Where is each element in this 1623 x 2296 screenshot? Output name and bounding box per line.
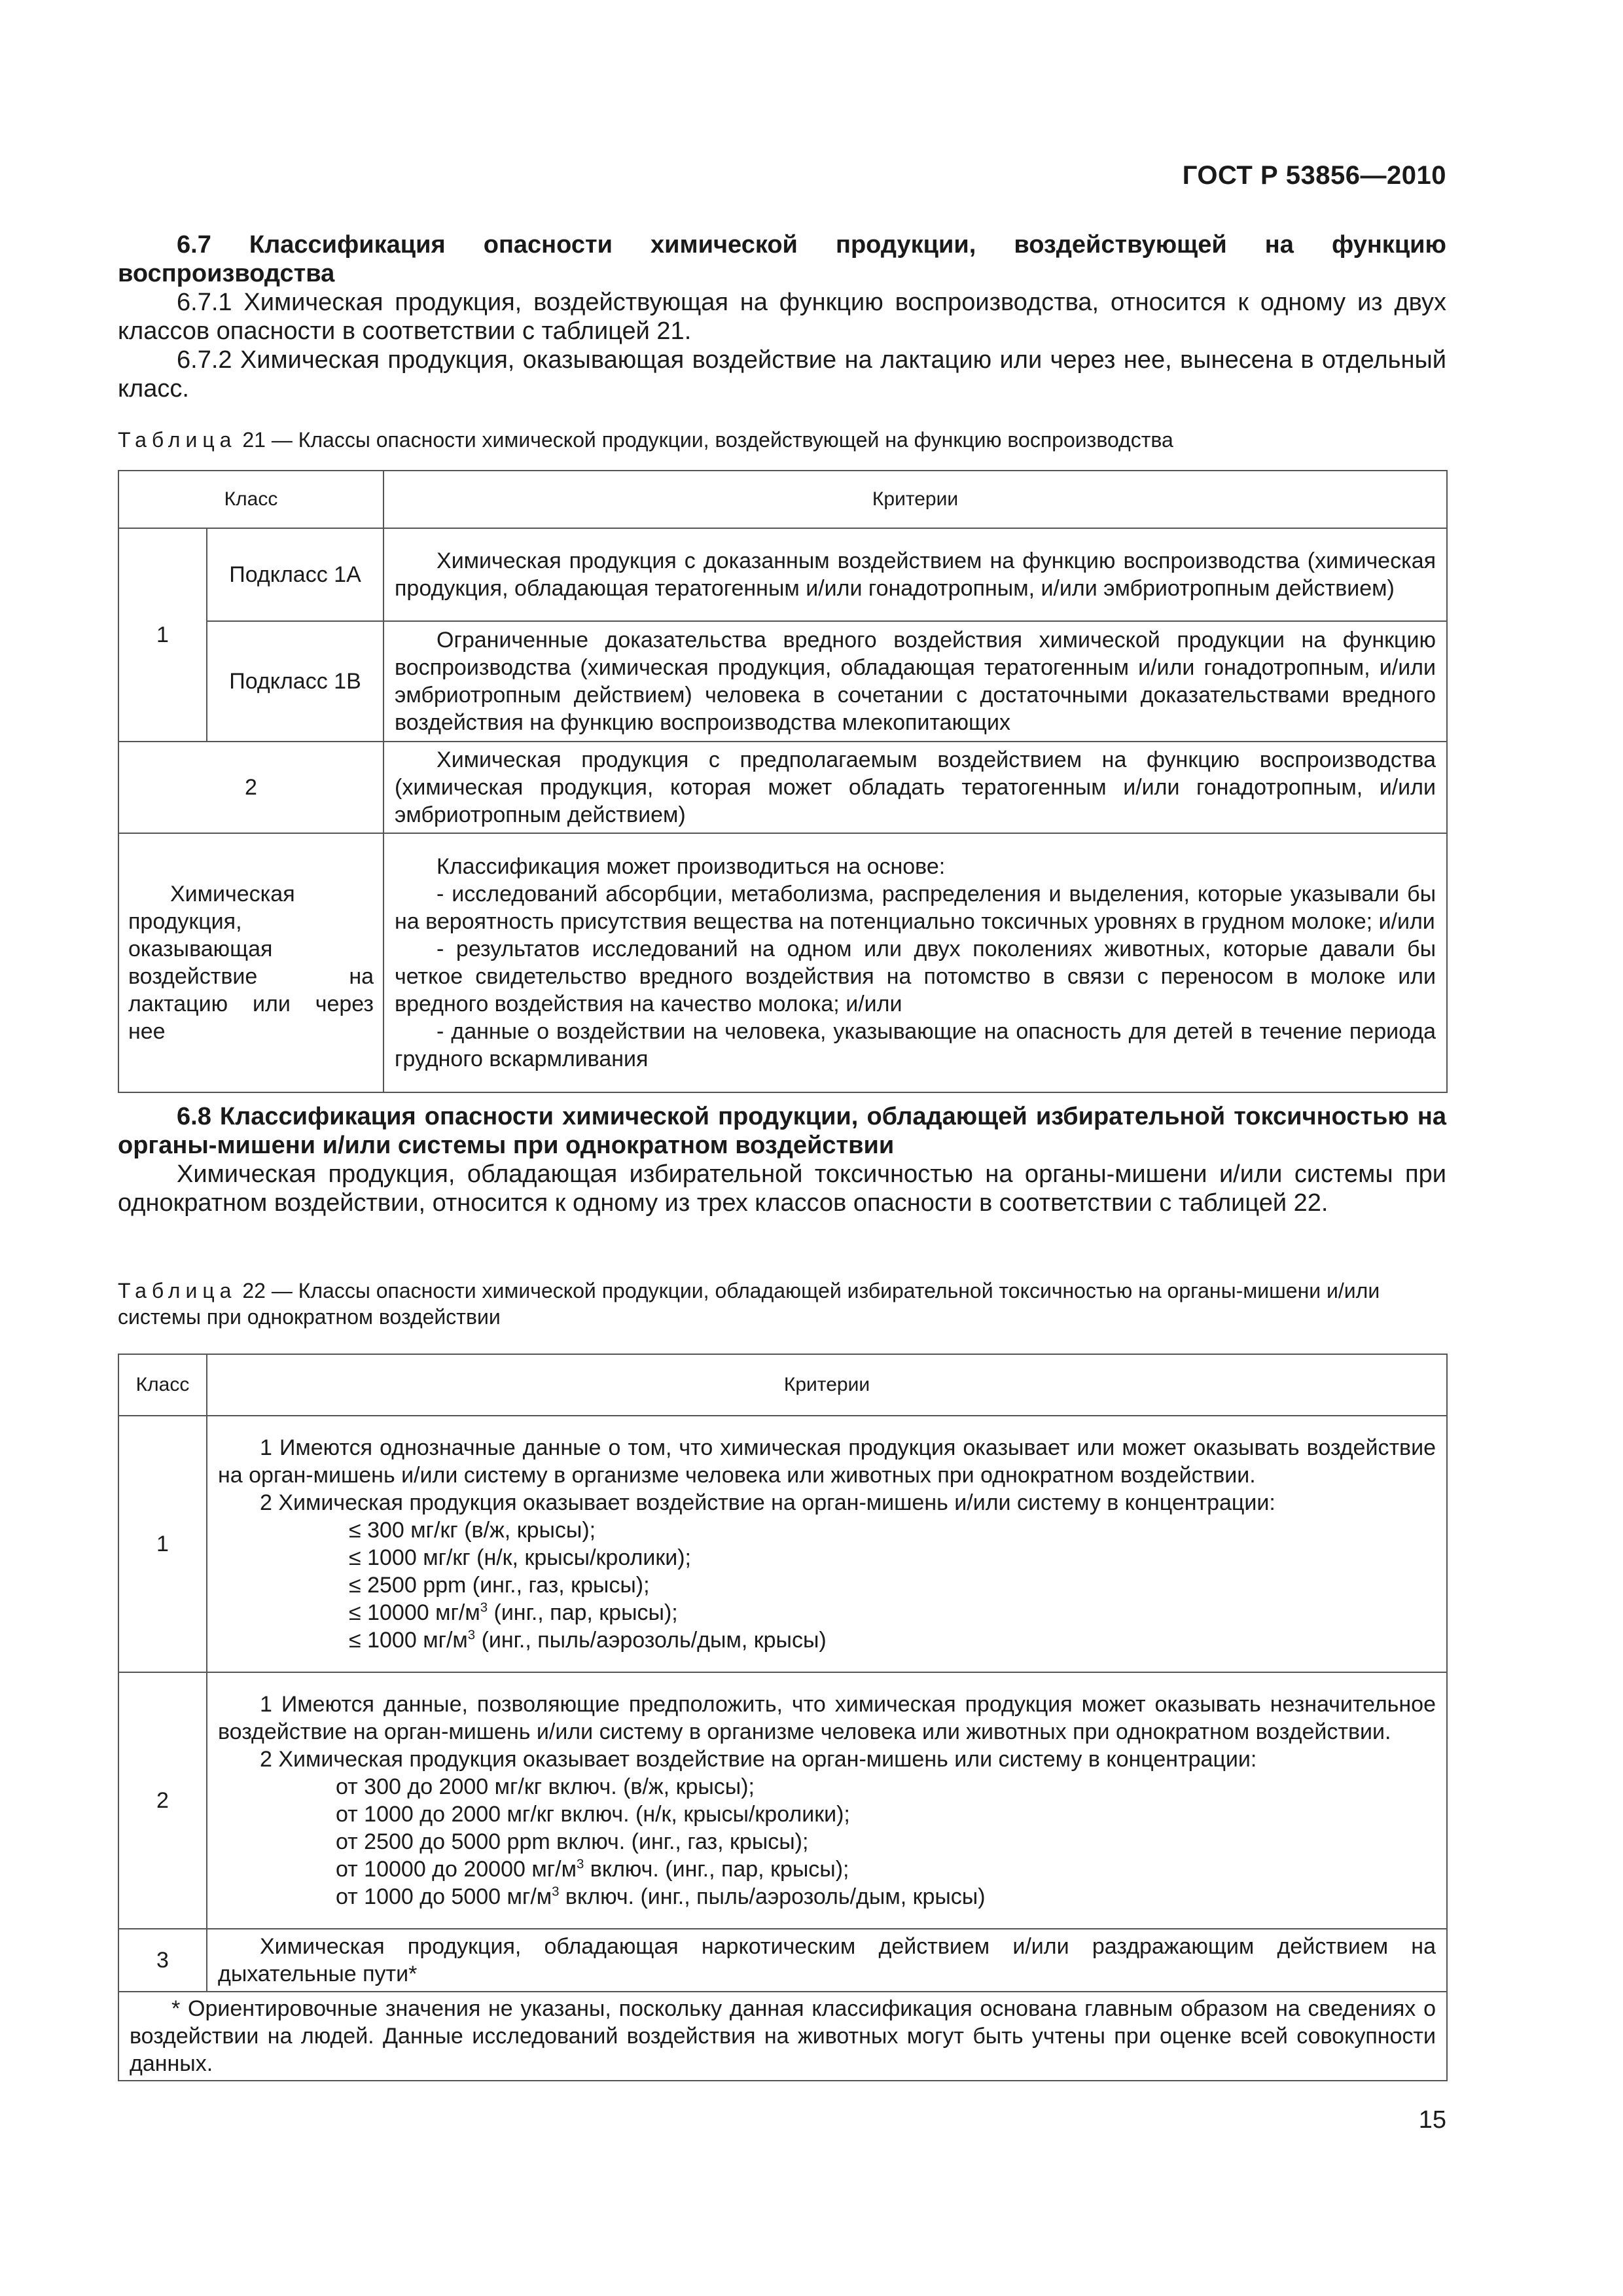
criteria-cell: Химическая продукция с предполагаемым воздействием на функцию воспроизводства (химическая продукция, которая может обладать тератогенным и/или гонадотропным, и/или эмбриотропным действием) — [383, 742, 1447, 833]
table-21-caption — [118, 427, 1446, 453]
document-id: ГОСТ Р 53856—2010 — [1182, 161, 1446, 190]
class-cell: 2 — [118, 742, 383, 833]
threshold-value: от 1000 до 2000 мг/кг включ. (н/к, крысы/кролики); — [336, 1802, 850, 1827]
class-cell: 1 — [118, 528, 207, 742]
section-6-7 — [118, 230, 1446, 403]
class-cell: 2 — [118, 1672, 207, 1929]
criteria-item: - результатов исследований на одном или двух поколениях животных, которые давали бы четкое свидетельство вредного воздействия на потомство в связи с переносом в молоке или вредного воздействия на качество молока; и/или — [395, 937, 1436, 1016]
criteria-paragraph: 1 Имеются данные, позволяющие предположить, что химическая продукция может оказывать незначительное воздействие на орган-мишень и/или систему в организме человека или животных при однократном воздействии. — [218, 1692, 1436, 1744]
caption-prefix: Таблица — [118, 1279, 237, 1302]
table-footnote: * Ориентировочные значения не указаны, поскольку данная классификация основана главным образом на сведениях о воздействии на людей. Данные исследований воздействия на животных могут быть учтены при оценке всей совокупности данных. — [118, 1992, 1447, 2081]
threshold-value: от 1000 до 5000 $мг/м^3$ включ. (инг., пыль/аэрозоль/дым, крысы) — [336, 1884, 986, 1909]
section-6-8 — [118, 1102, 1446, 1217]
threshold-value: от 300 до 2000 мг/кг включ. (в/ж, крысы); — [336, 1774, 755, 1799]
paragraph: Химическая продукция, обладающая избирательной токсичностью на органы-мишени и/или системы при однократном воздействии, относится к одному из трех классов опасности в соответствии с таблицей 22. — [118, 1160, 1446, 1217]
criteria-item: - исследований абсорбции, метаболизма, распределения и выделения, которые указывали бы на вероятность присутствия вещества на потенциально токсичных уровнях в грудном молоке; и/или — [395, 882, 1436, 934]
table-22 — [118, 1354, 1446, 2081]
criteria-item: - данные о воздействии на человека, указывающие на опасность для детей в течение периода грудного вскармливания — [395, 1019, 1436, 1071]
threshold-value: от 2500 до 5000 ppm включ. (инг., газ, крысы); — [336, 1829, 809, 1854]
caption-text: 21 — Классы опасности химической продукции, воздействующей на функцию воспроизводства — [236, 428, 1173, 452]
threshold-value: ≤ 10000 $мг/м^3$ (инг., пар, крысы); — [349, 1600, 678, 1625]
section-heading: 6.7 Классификация опасности химической продукции, воздействующей на функцию воспроизводства — [118, 231, 1446, 287]
criteria-cell: Химическая продукция с доказанным воздействием на функцию воспроизводства (химическая продукция, обладающая тератогенным и/или гонадотропным, и/или эмбриотропным действием) — [383, 528, 1447, 621]
criteria-paragraph: 1 Имеются однозначные данные о том, что химическая продукция оказывает или может оказывать воздействие на орган-мишень и/или систему в организме человека или животных при однократном воздействии. — [218, 1435, 1436, 1488]
threshold-value: ≤ 2500 ppm (инг., газ, крысы); — [349, 1573, 650, 1598]
section-heading: 6.8 Классификация опасности химической продукции, обладающей избирательной токсичностью на органы-мишени и/или системы при однократном воздействии — [118, 1103, 1446, 1159]
criteria-paragraph: 2 Химическая продукция оказывает воздействие на орган-мишень или систему в концентрации: — [260, 1747, 1257, 1772]
caption-text: 22 — Классы опасности химической продукции, обладающей избирательной токсичностью на органы-мишени и/или системы при однократном воздействии — [118, 1279, 1380, 1329]
criteria-cell — [383, 833, 1447, 1092]
table-21 — [118, 470, 1446, 1093]
criteria-cell — [207, 1416, 1447, 1672]
column-header-class: Класс — [118, 471, 383, 528]
subclass-cell: Подкласс 1А — [207, 528, 383, 621]
column-header-class: Класс — [118, 1354, 207, 1416]
criteria-intro: Классификация может производиться на основе: — [437, 854, 946, 879]
criteria-cell — [207, 1672, 1447, 1929]
threshold-value: ≤ 1000 мг/кг (н/к, крысы/кролики); — [349, 1545, 691, 1570]
threshold-value: ≤ 1000 $мг/м^3$ (инг., пыль/аэрозоль/дым, крысы) — [349, 1628, 827, 1653]
page-number: 15 — [1418, 2106, 1446, 2134]
column-header-criteria: Критерии — [207, 1354, 1447, 1416]
paragraph: 6.7.1 Химическая продукция, воздействующая на функцию воспроизводства, относится к одному из двух классов опасности в соответствии с таблицей 21. — [118, 289, 1446, 345]
class-cell: Химическая продукция, оказывающая воздействие на лактацию или через нее — [118, 833, 383, 1092]
paragraph: 6.7.2 Химическая продукция, оказывающая воздействие на лактацию или через нее, вынесена в отдельный класс. — [118, 346, 1446, 403]
table-22-caption — [118, 1278, 1446, 1330]
threshold-value: от 10000 до 20000 $мг/м^3$ включ. (инг., пар, крысы); — [336, 1857, 849, 1882]
criteria-cell: Ограниченные доказательства вредного воздействия химической продукции на функцию воспроизводства (химическая продукция, обладающая тератогенным и/или гонадотропным, и/или эмбриотропным действием) человека в сочетании с достаточными доказательствами вредного воздействия на функцию воспроизводства млекопитающих — [383, 621, 1447, 742]
class-cell: 3 — [118, 1929, 207, 1992]
column-header-criteria: Критерии — [383, 471, 1447, 528]
threshold-value: ≤ 300 мг/кг (в/ж, крысы); — [349, 1518, 596, 1543]
criteria-paragraph: 2 Химическая продукция оказывает воздействие на орган-мишень и/или систему в концентрации: — [260, 1490, 1275, 1515]
criteria-cell: Химическая продукция, обладающая наркотическим действием и/или раздражающим действием на дыхательные пути* — [207, 1929, 1447, 1992]
subclass-cell: Подкласс 1В — [207, 621, 383, 742]
class-cell: 1 — [118, 1416, 207, 1672]
caption-prefix: Таблица — [118, 428, 237, 452]
